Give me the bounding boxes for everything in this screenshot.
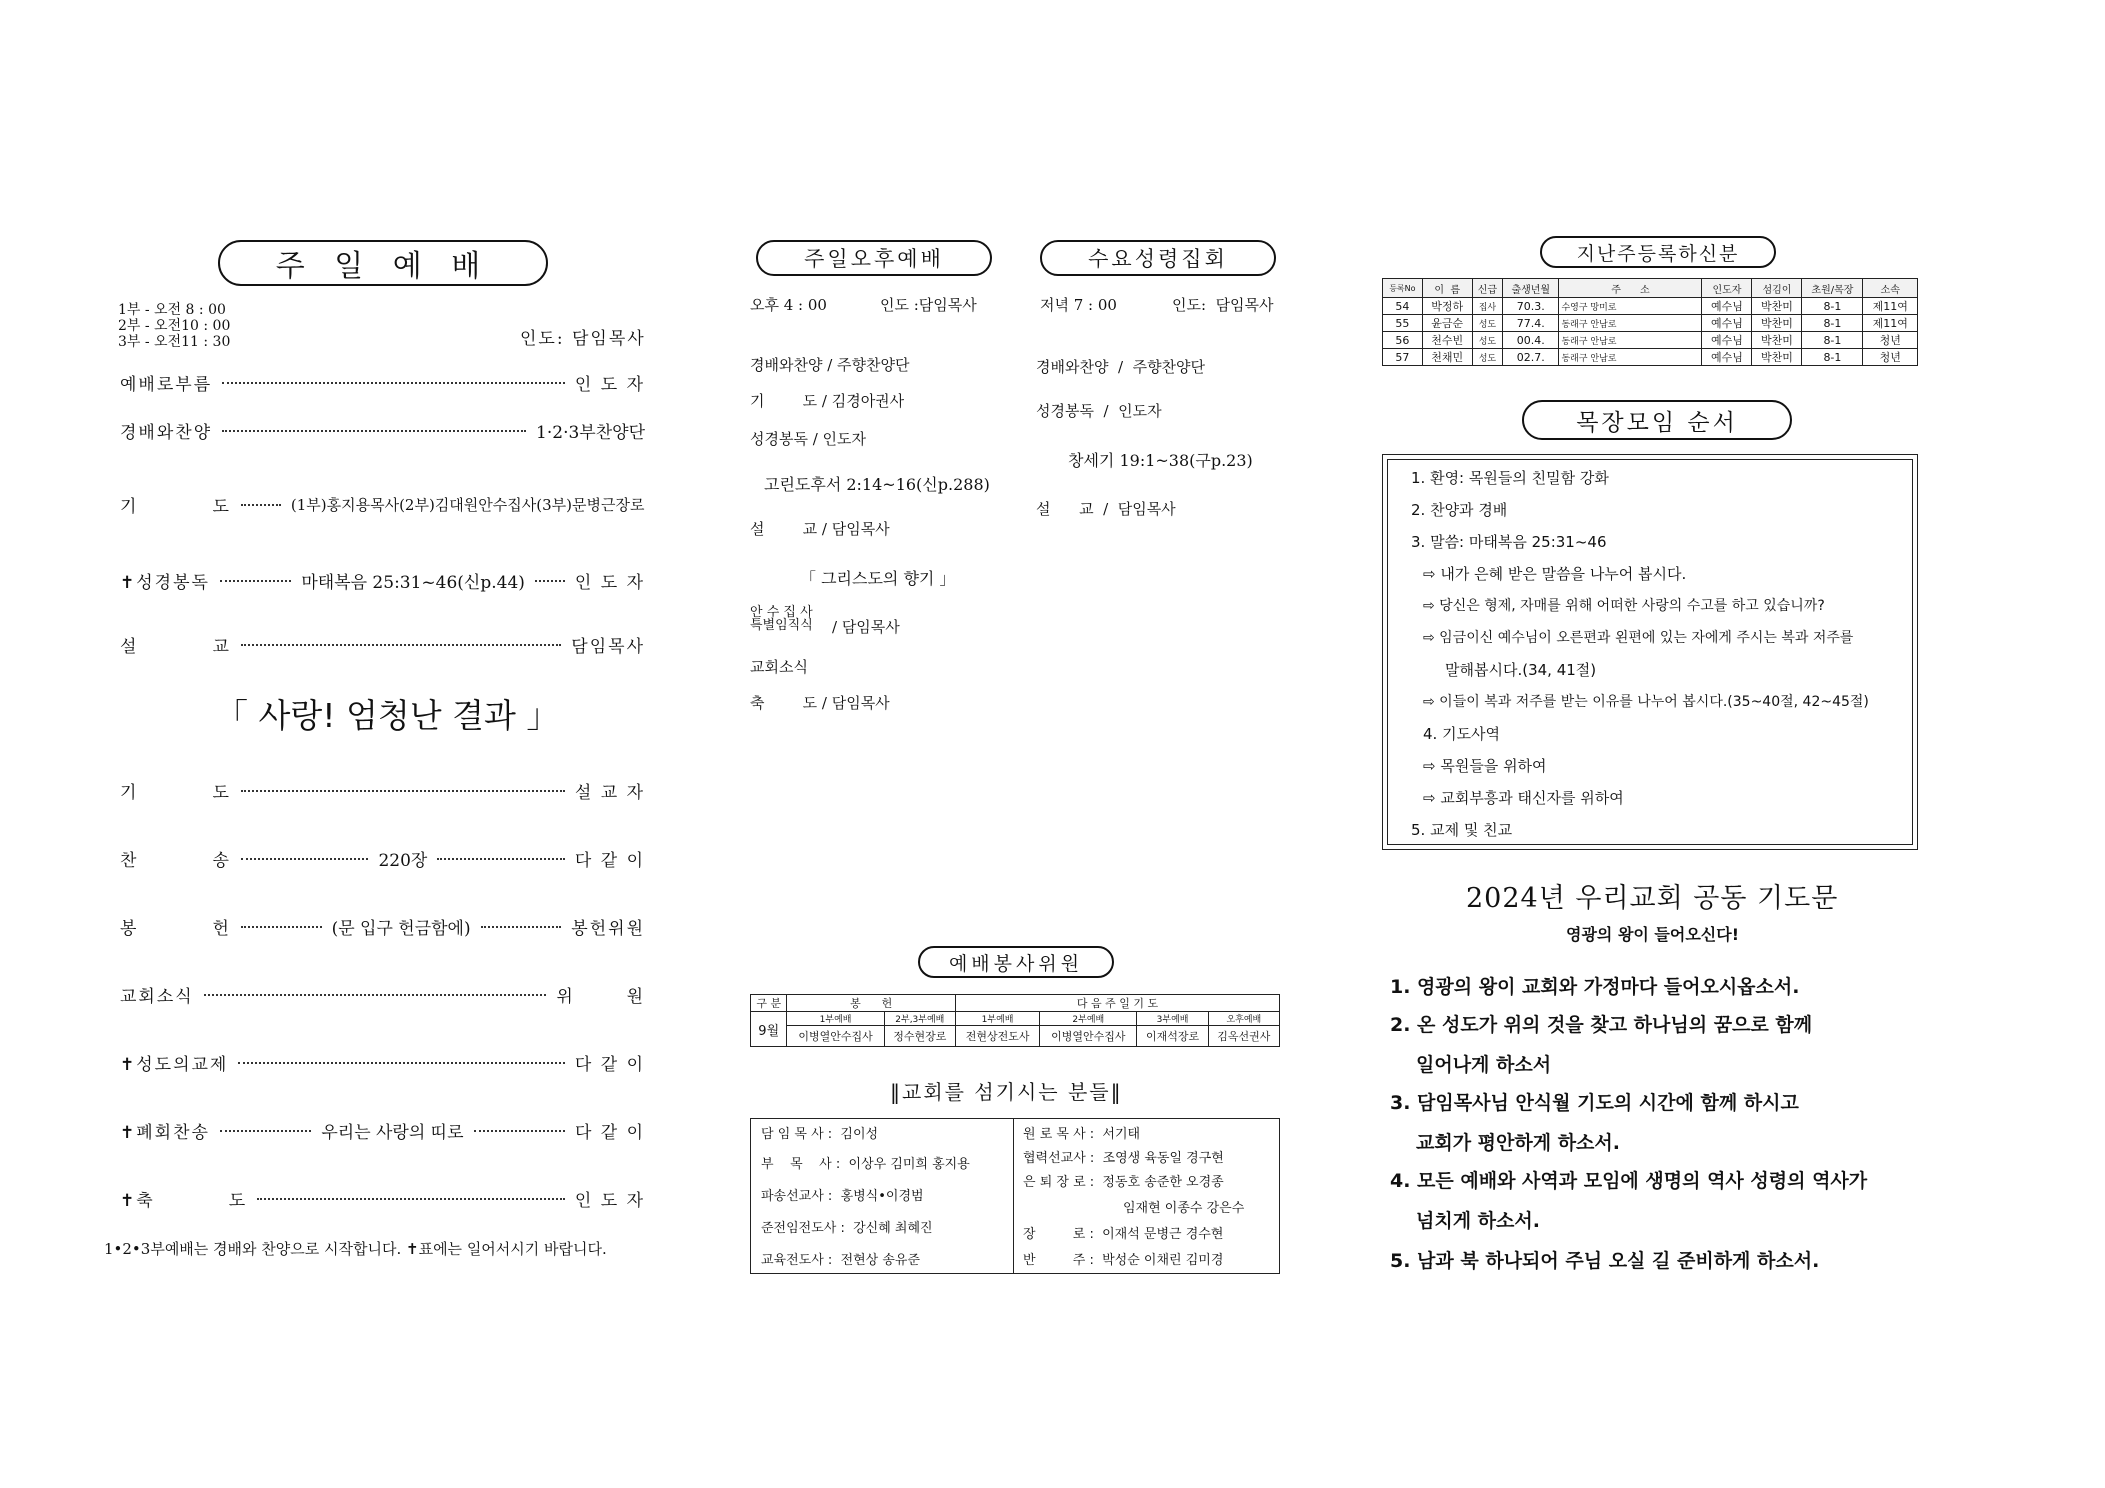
nc-cell: 박찬미: [1752, 298, 1802, 315]
nc-cell: 70.3.: [1503, 298, 1559, 315]
order-label: 예배로부름: [120, 375, 213, 395]
prayer-line: 4. 모든 예배와 사역과 모임에 생명의 역사 성령의 역사가: [1390, 1170, 1868, 1192]
svc-name-row: [751, 1026, 1280, 1047]
afternoon-leader: 인도 :담임목사: [880, 296, 977, 314]
svc-name: 김옥선권사: [1208, 1026, 1279, 1047]
prayer-subtitle: 영광의 왕이 들어오신다!: [1566, 925, 1739, 944]
order-row-call: [120, 370, 645, 395]
nc-cell: 8-1: [1802, 315, 1863, 332]
order-label: ✝축 도: [120, 1191, 248, 1211]
prayer-line: 2. 온 성도가 위의 것을 찾고 하나님의 꿈으로 함께: [1390, 1014, 1813, 1036]
svc-header-next-prayer: 다 음 주 일 기 도: [955, 995, 1279, 1012]
nc-cell: 동래구 안남로: [1559, 332, 1702, 349]
nc-cell: 천채민: [1422, 349, 1472, 366]
order-label: 교회소식: [120, 987, 194, 1007]
nc-cell: 54: [1383, 298, 1423, 315]
nc-cell: 예수님: [1702, 332, 1752, 349]
svc-sub: 1부예배: [955, 1012, 1039, 1026]
nc-cell: 예수님: [1702, 298, 1752, 315]
cell-line: ⇨ 목원들을 위하여: [1423, 757, 1547, 775]
svc-header-offering: 봉 헌: [787, 995, 956, 1012]
prayer-title: 2024년 우리교회 공동 기도문: [1466, 883, 1839, 914]
wednesday-item: 설 교 / 담임목사: [1036, 500, 1176, 518]
afternoon-item: 기 도 / 김경아권사: [750, 392, 905, 410]
nc-cell: 56: [1383, 332, 1423, 349]
nc-cell: 제11여: [1863, 298, 1918, 315]
order2-row-hymn: [120, 846, 645, 871]
svc-sub-row: [751, 1012, 1280, 1026]
afternoon-item: 교회소식: [750, 658, 808, 676]
nc-cell: 00.4.: [1503, 332, 1559, 349]
newcomers-header-row: [1383, 279, 1918, 298]
prayer-line: 넘치게 하소서.: [1416, 1210, 1540, 1232]
leader-dots: [222, 382, 565, 384]
order-label: 봉 헌: [120, 919, 231, 939]
wednesday-time: 저녁 7 : 00: [1040, 296, 1117, 314]
order-mid: 220장: [378, 851, 428, 871]
nc-cell: 청년: [1863, 332, 1918, 349]
wednesday-item: 성경봉독 / 인도자: [1036, 402, 1162, 420]
prayer-line: 3. 담임목사님 안식월 기도의 시간에 함께 하시고: [1390, 1092, 1799, 1114]
service-committee-title: 예배봉사위원: [918, 946, 1114, 978]
order-right: 다 같 이: [574, 851, 645, 871]
nc-cell: 박찬미: [1752, 332, 1802, 349]
leader-dots: [474, 1130, 565, 1132]
nc-cell: 박찬미: [1752, 349, 1802, 366]
cell-line: 4. 기도사역: [1423, 725, 1501, 743]
nc-cell: 8-1: [1802, 332, 1863, 349]
leader-dots: [241, 790, 565, 792]
afternoon-item: 경배와찬양 / 주향찬양단: [750, 356, 910, 374]
order-row-sermon: [120, 632, 645, 657]
nc-cell: 성도: [1472, 332, 1502, 349]
afternoon-special: [750, 606, 813, 632]
sunday-leader: 인도: 담임목사: [520, 329, 646, 349]
order2-row-benediction: [120, 1186, 645, 1211]
svc-sub: 2부예배: [1040, 1012, 1137, 1026]
time-2: 2부 - 오전10 : 00: [118, 318, 231, 334]
leader-dots: [241, 504, 281, 506]
leader-dots: [535, 580, 565, 582]
nc-cell: 청년: [1863, 349, 1918, 366]
special-line-b: 특별임직식: [750, 618, 813, 633]
wednesday-service-title: 수요성령집회: [1040, 240, 1276, 276]
order-label: 기 도: [120, 497, 231, 517]
nc-cell: 55: [1383, 315, 1423, 332]
nc-header: 출생년월: [1503, 279, 1559, 298]
afternoon-time: 오후 4 : 00: [750, 296, 827, 314]
nc-header: 소속: [1863, 279, 1918, 298]
nc-header: 등록No: [1383, 279, 1423, 298]
order-right: 인 도 자: [574, 573, 645, 593]
prayer-line: 일어나게 하소서: [1416, 1054, 1552, 1076]
leader-dots: [220, 580, 291, 582]
nc-cell: 동래구 안남로: [1559, 315, 1702, 332]
afternoon-item: 성경봉독 / 인도자: [750, 430, 867, 448]
newcomer-row: [1383, 315, 1918, 332]
nc-header: 주 소: [1559, 279, 1702, 298]
sunday-note: 1•2•3부예배는 경배와 찬양으로 시작합니다. ✝표에는 일어서시기 바랍니다.: [104, 1240, 607, 1258]
svc-header-category: 구 분: [751, 995, 787, 1012]
newcomers-table: [1382, 278, 1918, 366]
cell-line: ⇨ 당신은 형제, 자매를 위해 어떠한 사랑의 수고를 하고 있습니까?: [1423, 598, 1825, 614]
newcomers-title: 지난주등록하신분: [1540, 236, 1776, 268]
cell-line: ⇨ 임금이신 예수님이 오른편과 왼편에 있는 자에게 주시는 복과 저주를: [1423, 630, 1854, 646]
order2-row-closing-hymn: [120, 1118, 645, 1143]
afternoon-item: 축 도 / 담임목사: [750, 694, 890, 712]
cell-line: 1. 환영: 목원들의 친밀함 강화: [1411, 469, 1609, 487]
order2-row-offering: [120, 914, 645, 939]
nc-cell: 동래구 안남로: [1559, 349, 1702, 366]
cell-group-title: 목장모임 순서: [1522, 400, 1792, 440]
cell-line: 3. 말씀: 마태복음 25:31~46: [1411, 533, 1607, 551]
nc-cell: 집사: [1472, 298, 1502, 315]
svc-sub: 1부예배: [787, 1012, 884, 1026]
nc-cell: 박찬미: [1752, 315, 1802, 332]
newcomer-row: [1383, 332, 1918, 349]
order-label: ✝성도의교제: [120, 1055, 229, 1075]
prayer-line: 5. 남과 북 하나되어 주님 오실 길 준비하게 하소서.: [1390, 1250, 1820, 1272]
staff-left-line: 담 임 목 사 : 김이성: [761, 1127, 879, 1142]
staff-title: ‖교회를 섬기시는 분들‖: [890, 1080, 1123, 1104]
order-right: 담임목사: [571, 637, 645, 657]
svc-name: 이재석장로: [1137, 1026, 1208, 1047]
order-label: 설 교: [120, 637, 231, 657]
afternoon-special-leader: / 담임목사: [832, 618, 900, 636]
order2-row-news: [120, 982, 645, 1007]
order-right: 1·2·3부찬양단: [536, 423, 645, 443]
order-label: ✝성경봉독: [120, 573, 210, 593]
nc-cell: 성도: [1472, 315, 1502, 332]
cell-line: ⇨ 교회부흥과 태신자를 위하여: [1423, 789, 1624, 807]
leader-dots: [222, 430, 526, 432]
leader-dots: [204, 994, 547, 996]
order-row-prayer: [120, 492, 645, 517]
sunday-service-title: 주 일 예 배: [218, 240, 548, 286]
order-right: 위 원: [556, 987, 645, 1007]
order-label: 찬 송: [120, 851, 231, 871]
order2-row-fellowship: [120, 1050, 645, 1075]
nc-cell: 77.4.: [1503, 315, 1559, 332]
wednesday-item: 경배와찬양 / 주향찬양단: [1036, 358, 1206, 376]
order-row-praise: [120, 418, 645, 443]
leader-dots: [437, 858, 565, 860]
nc-cell: 예수님: [1702, 315, 1752, 332]
nc-header: 이 름: [1422, 279, 1472, 298]
order2-row-prayer: [120, 778, 645, 803]
staff-left-line: 교육전도사 : 전현상 송유준: [761, 1253, 921, 1268]
leader-dots: [238, 1062, 565, 1064]
afternoon-service-title: 주일오후예배: [756, 240, 992, 276]
leader-dots: [257, 1198, 565, 1200]
leader-dots: [241, 858, 369, 860]
nc-cell: 성도: [1472, 349, 1502, 366]
svc-header-row: [751, 995, 1280, 1012]
leader-dots: [220, 1130, 311, 1132]
svc-month: 9월: [751, 1012, 787, 1047]
staff-left-line: 준전임전도사 : 강신혜 최혜진: [761, 1221, 933, 1236]
staff-right-line: 임재현 이종수 강은수: [1123, 1201, 1245, 1216]
nc-cell: 제11여: [1863, 315, 1918, 332]
svc-sub: 3부예배: [1137, 1012, 1208, 1026]
order-mid: 마태복음 25:31~46(신p.44): [301, 573, 525, 593]
staff-left-line: 부 목 사 : 이상우 김미희 홍지용: [761, 1157, 970, 1172]
time-1: 1부 - 오전 8 : 00: [118, 302, 226, 318]
order-row-scripture: [120, 568, 645, 593]
staff-box: [750, 1118, 1280, 1274]
cell-line: 말해봅시다.(34, 41절): [1445, 661, 1597, 679]
service-committee-table: [750, 994, 1280, 1047]
nc-cell: 예수님: [1702, 349, 1752, 366]
newcomer-row: [1383, 349, 1918, 366]
afternoon-scripture: 고린도후서 2:14~16(신p.288): [764, 475, 990, 494]
svc-sub: 오후예배: [1208, 1012, 1279, 1026]
order-right: 설 교 자: [574, 783, 645, 803]
prayer-line: 교회가 평안하게 하소서.: [1416, 1132, 1620, 1154]
time-3: 3부 - 오전11 : 30: [118, 334, 231, 350]
order-right: 다 같 이: [574, 1055, 645, 1075]
order-right: 봉헌위원: [571, 919, 645, 939]
special-line-a: 안 수 집 사: [750, 605, 813, 620]
order-label: ✝폐회찬송: [120, 1123, 210, 1143]
cell-line: ⇨ 이들이 복과 저주를 받는 이유를 나누어 봅시다.(35~40절, 42~45절): [1423, 694, 1869, 710]
svc-name: 이병열안수집사: [787, 1026, 884, 1047]
nc-cell: 57: [1383, 349, 1423, 366]
order-mid: (문 입구 헌금함에): [331, 919, 471, 939]
wednesday-scripture: 창세기 19:1~38(구p.23): [1068, 451, 1253, 470]
order-right: 인 도 자: [574, 375, 645, 395]
afternoon-sermon-title: 「 그리스도의 향기 」: [800, 569, 956, 588]
order-mid: (1부)홍지용목사(2부)김대원안수집사(3부)문병근장로: [290, 496, 645, 514]
nc-cell: 박정하: [1422, 298, 1472, 315]
leader-dots: [241, 926, 322, 928]
nc-header: 초원/목장: [1802, 279, 1863, 298]
afternoon-item: 설 교 / 담임목사: [750, 520, 890, 538]
nc-cell: 8-1: [1802, 298, 1863, 315]
staff-left-line: 파송선교사 : 홍병식•이경범: [761, 1189, 924, 1204]
svc-sub: 2부,3부예배: [884, 1012, 955, 1026]
leader-dots: [241, 644, 561, 646]
staff-right-line: 반 주 : 박성순 이채린 김미경: [1023, 1253, 1224, 1268]
nc-cell: 8-1: [1802, 349, 1863, 366]
nc-cell: 천수빈: [1422, 332, 1472, 349]
order-label: 경배와찬양: [120, 423, 213, 443]
nc-header: 섬김이: [1752, 279, 1802, 298]
order-right: 다 같 이: [574, 1123, 646, 1143]
nc-cell: 02.7.: [1503, 349, 1559, 366]
service-times: [118, 302, 230, 350]
wednesday-leader: 인도: 담임목사: [1172, 296, 1274, 314]
svc-name: 이병열안수집사: [1040, 1026, 1137, 1047]
staff-right-line: 원 로 목 사 : 서기태: [1023, 1127, 1141, 1142]
staff-divider: [1013, 1119, 1014, 1273]
svc-name: 전현상전도사: [955, 1026, 1039, 1047]
staff-right-line: 협력선교사 : 조영생 육동일 경구현: [1023, 1151, 1224, 1166]
cell-group-box: [1382, 454, 1918, 850]
newcomer-row: [1383, 298, 1918, 315]
nc-cell: 수영구 망미로: [1559, 298, 1702, 315]
nc-header: 신급: [1472, 279, 1502, 298]
cell-line: 5. 교제 및 친교: [1411, 821, 1513, 839]
cell-line: ⇨ 내가 은혜 받은 말씀을 나누어 봅시다.: [1423, 565, 1687, 583]
sermon-title: 「 사랑! 엄청난 결과 」: [215, 696, 560, 735]
order-right: 인 도 자: [574, 1191, 645, 1211]
cell-line: 2. 찬양과 경배: [1411, 501, 1508, 519]
staff-right-line: 장 로 : 이재석 문병근 경수현: [1023, 1227, 1224, 1242]
svc-name: 정수현장로: [884, 1026, 955, 1047]
order-mid: 우리는 사랑의 띠로: [321, 1123, 464, 1143]
prayer-line: 1. 영광의 왕이 교회와 가정마다 들어오시옵소서.: [1390, 976, 1800, 998]
leader-dots: [481, 926, 562, 928]
order-label: 기 도: [120, 783, 231, 803]
nc-cell: 윤금순: [1422, 315, 1472, 332]
staff-right-line: 은 퇴 장 로 : 정동호 송준한 오경종: [1023, 1175, 1224, 1190]
nc-header: 인도자: [1702, 279, 1752, 298]
